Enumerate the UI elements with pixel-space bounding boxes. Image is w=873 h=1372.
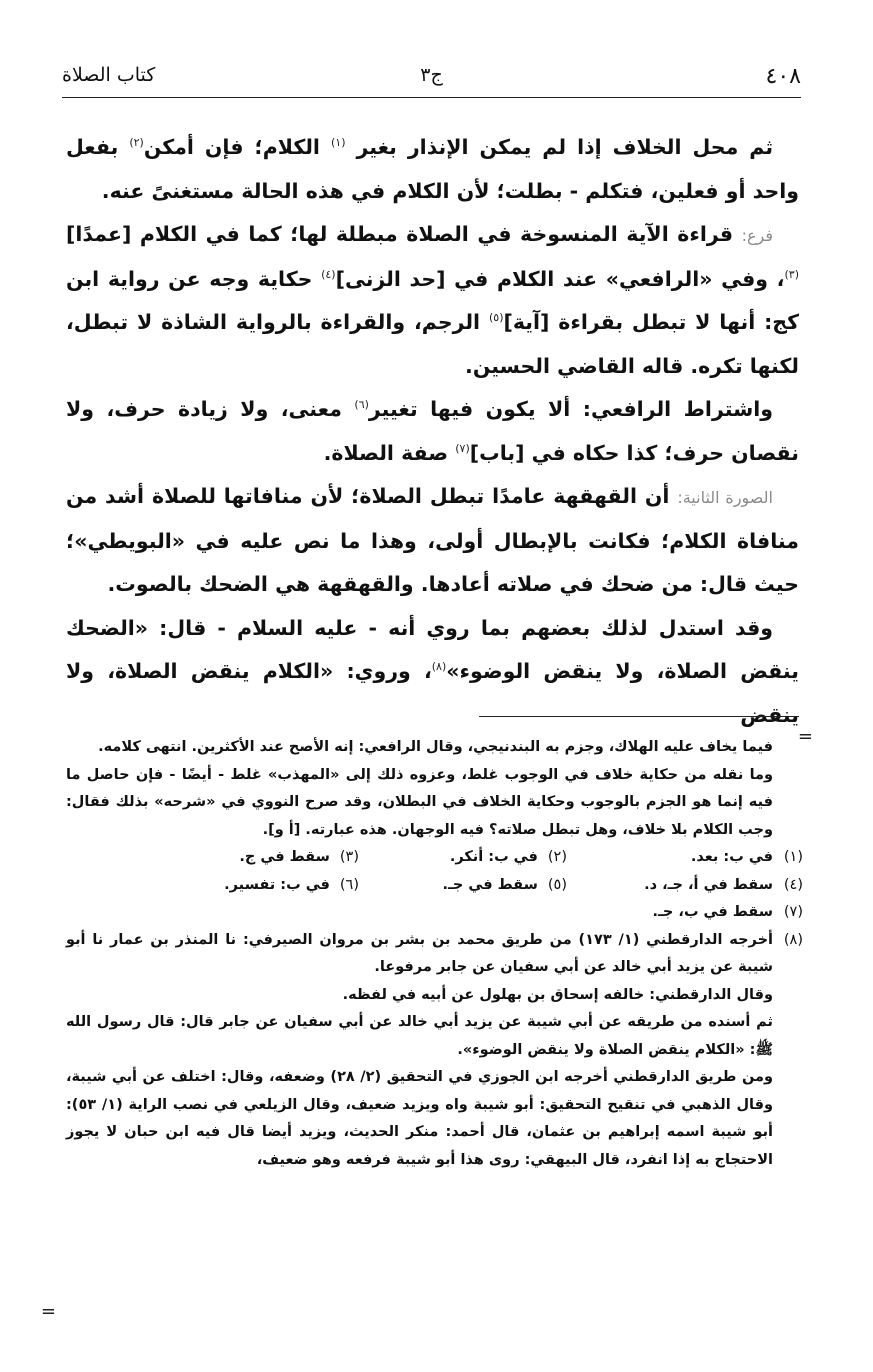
footnote-item xyxy=(224,872,359,900)
footnote-ref: (١) xyxy=(330,136,346,150)
footnote-text: في ب: أنكر. xyxy=(449,849,538,865)
footnote-ref: (٥) xyxy=(488,311,504,325)
book-title: كتاب الصلاة xyxy=(62,64,156,86)
footnote-text: ومن طريق الدارقطني أخرجه ابن الجوزي في التحقيق (٢/ ٢٨) وضعفه، وقال: اختلف عن أبي شيبة، وقال الذهبي في تنقيح التحقيق: أبو شيبة واه ويزيد ضعيف، وقال الزيلعي في نصب الراية (١/ ٥٣): أبو شيبة اسمه إبراهيم بن عثمان، قال أحمد: منكر الحديث، ويزيد أيضا قال فيه ابن حبان لا يجوز الاحتجاج به إذا انفرد، قال البيهقي: روى هذا أبو شيبة فرفعه وهو ضعيف، xyxy=(66,1069,773,1168)
text-run: الرجم، والقراءة بالرواية الشاذة لا تبطل، لكنها تكره. قاله القاضي الحسين. xyxy=(66,310,799,378)
footnote-number: (١) xyxy=(783,849,803,865)
section-label: فرع: xyxy=(741,226,773,245)
footnote-number: (٢) xyxy=(547,849,567,865)
footnote-continued: وما نقله من حكاية خلاف في الوجوب غلط، وعزوه ذلك إلى «المهذب» غلط - أيضًا - فإن حاصل ما فيه إنما هو الجزم بالوجوب وحكاية الخلاف في البطلان، وقد صرح النووي في «شرحه» بذلك فقال: وجب الكلام بلا خلاف، وهل تبطل صلاته؟ فيه الوجهان. هذه عبارته. [أ و]. xyxy=(66,766,773,838)
paragraph xyxy=(66,213,799,388)
text-run: حكاية وجه عن رواية ابن كج: أنها لا تبطل بقراءة [آية] xyxy=(66,266,799,334)
paragraph xyxy=(66,475,799,607)
footnote-number: (٨) xyxy=(783,931,803,948)
text-run: واشتراط الرافعي: ألا يكون فيها تغيير xyxy=(368,397,774,421)
footnote-item xyxy=(442,872,567,900)
footnote-continued: فيما يخاف عليه الهلاك، وجزم به البندنيجي، وقال الرافعي: إنه الأصح عند الأكثرين. انتهى كلامه. xyxy=(98,739,773,755)
footnote-row xyxy=(66,844,803,872)
footnote-text: في ب: بعد. xyxy=(690,849,773,865)
text-run: صفة الصلاة. xyxy=(323,440,449,465)
footnote-8 xyxy=(66,927,803,1175)
footnote-item xyxy=(450,844,567,872)
footnote-number: (٣) xyxy=(339,849,359,865)
footnote-item xyxy=(239,844,359,872)
continuation-mark: = xyxy=(797,726,813,747)
footnote-ref: (٨) xyxy=(431,660,447,674)
footnote-text: سقط في جـ. xyxy=(442,876,538,893)
text-run: معنى، ولا زيادة حرف، ولا نقصان حرف؛ كذا حكاه في [باب] xyxy=(66,397,799,465)
text-run: أن القهقهة عامدًا تبطل الصلاة؛ لأن منافاتها للصلاة أشد من منافاة الكلام؛ فكانت بالإبطال أولى، وهذا ما نص عليه في «البويطي»؛ حيث قال: من ضحك في صلاته أعادها. والقهقهة هي الضحك بالصوت. xyxy=(66,484,799,596)
footnote-ref: (٣) xyxy=(784,267,799,281)
footnote-text: أخرجه الدارقطني (١/ ١٧٣) من طريق محمد بن بشر بن مروان الصيرفي: نا المنذر بن عمار نا أبو شيبة عن يزيد أبي خالد عن أبي سفيان عن جابر مرفوعا. xyxy=(66,931,773,975)
footnote-separator xyxy=(479,716,799,717)
footnote-text: سقط في أ، جـ، د. xyxy=(644,876,773,893)
paragraph xyxy=(66,607,799,738)
footnote-ref: (٧) xyxy=(455,441,470,455)
text-run: وقد استدل لذلك بعضهم بما روي أنه - عليه السلام - قال: «الضحك ينقض الصلاة، ولا ينقض الوضوء» xyxy=(66,615,799,683)
footnote-number: (٤) xyxy=(783,876,803,893)
page-number: ٤٠٨ xyxy=(765,64,801,89)
text-run: قراءة الآية المنسوخة في الصلاة مبطلة لها؛ كما في الكلام [عمدًا] xyxy=(66,222,734,246)
footnotes xyxy=(66,734,803,1174)
text-run: بفعل واحد أو فعلين، فتكلم - بطلت؛ لأن الكلام في هذه الحالة مستغنىً عنه. xyxy=(66,135,799,203)
text-run: الكلام؛ فإن أمكن xyxy=(143,135,320,159)
text-run: ، وروي: «الكلام ينقض الصلاة، ولا ينقض xyxy=(66,659,799,727)
footnote-row xyxy=(66,872,803,900)
paragraph xyxy=(66,126,799,213)
text-run: ثم محل الخلاف إذا لم يمكن الإنذار بغير xyxy=(356,135,774,159)
text-run: ، وفي «الرافعي» عند الكلام في [حد الزنى] xyxy=(335,266,785,291)
footnote-text: ثم أسنده من طريقه عن أبي شيبة عن يزيد أبي خالد عن أبي سفيان عن جابر قال: قال رسول الله ﷺ: «الكلام ينقض الصلاة ولا ينقض الوضوء». xyxy=(66,1014,773,1058)
footnote-text: في ب: تفسير. xyxy=(224,876,330,893)
continuation-mark: = xyxy=(40,1301,56,1322)
section-label: الصورة الثانية: xyxy=(677,488,774,507)
footnote-number: (٧) xyxy=(783,904,803,920)
paragraph xyxy=(66,388,799,475)
footnote-text: وقال الدارقطني: خالفه إسحاق بن بهلول عن أبيه في لفظه. xyxy=(342,986,773,1003)
footnote-text: سقط في ب، جـ. xyxy=(652,904,773,920)
volume-label: ج٣ xyxy=(420,64,443,86)
running-header xyxy=(62,62,801,98)
footnote-number: (٦) xyxy=(339,876,359,893)
footnote-number: (٥) xyxy=(547,876,567,893)
main-text xyxy=(66,126,799,737)
footnote-ref: (٦) xyxy=(354,398,369,412)
footnote-ref: (٢) xyxy=(129,136,144,150)
footnote-text: سقط في ج. xyxy=(239,849,330,865)
footnote-ref: (٤) xyxy=(321,267,336,281)
footnote-row xyxy=(66,899,803,927)
